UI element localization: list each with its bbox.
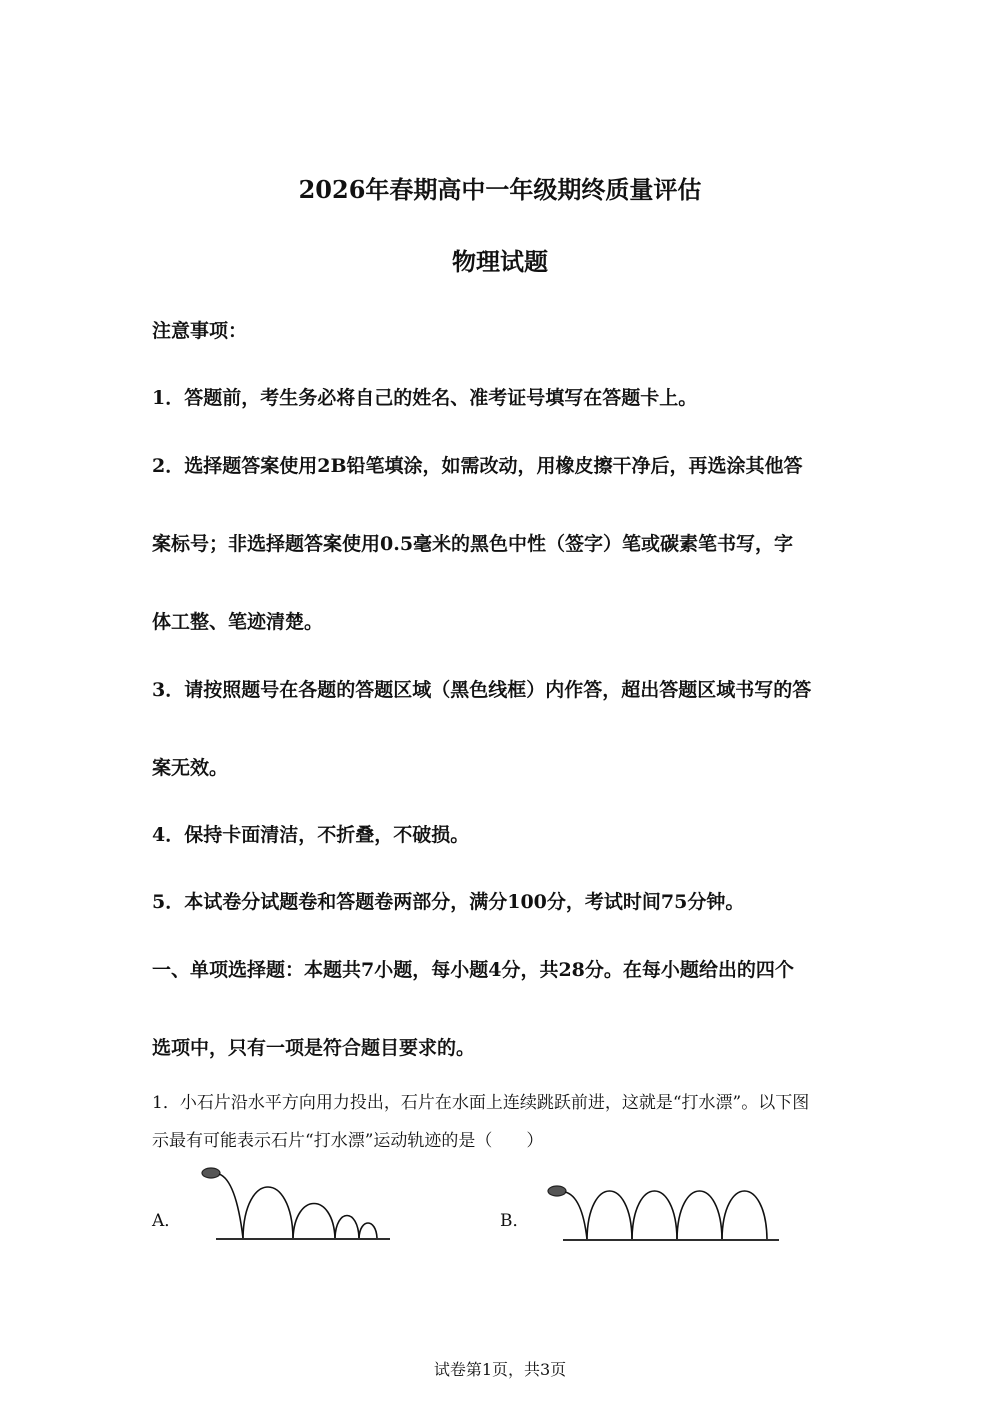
notice-line-7: 4．保持卡面清洁，不折叠，不破损。 (152, 824, 470, 846)
notice-line-1: 1．答题前，考生务必将自己的姓名、准考证号填写在答题卡上。 (152, 387, 698, 409)
exam-subject: 物理试题 (452, 247, 548, 276)
page-footer: 试卷第1页，共3页 (433, 1360, 567, 1379)
option-b-label: B． (500, 1211, 530, 1231)
notice-line-4: 体工整、笔迹清楚。 (152, 611, 324, 633)
section-heading-line-1: 一、单项选择题：本题共7小题，每小题4分，共28分。在每小题给出的四个 (152, 959, 794, 981)
notice-line-6: 案无效。 (152, 757, 229, 779)
notice-line-3: 案标号；非选择题答案使用0.5毫米的黑色中性（签字）笔或碳素笔书写，字 (152, 533, 794, 555)
notice-line-2: 2．选择题答案使用2B铅笔填涂，如需改动，用橡皮擦干净后，再选涂其他答 (152, 455, 803, 477)
exam-title: 2026年春期高中一年级期终质量评估 (298, 175, 702, 204)
section-heading-line-2: 选项中，只有一项是符合题目要求的。 (152, 1037, 476, 1059)
option-a-label: A． (152, 1211, 182, 1231)
question-1-line-1: 1．小石片沿水平方向用力投出，石片在水面上连续跳跃前进，这就是“打水漂”。以下图 (152, 1093, 810, 1113)
question-1-line-2: 示最有可能表示石片“打水漂”运动轨迹的是（ ） (152, 1131, 544, 1151)
notice-heading: 注意事项： (152, 320, 248, 342)
notice-line-5: 3．请按照题号在各题的答题区域（黑色线框）内作答，超出答题区域书写的答 (152, 679, 812, 701)
notice-line-8: 5．本试卷分试题卷和答题卷两部分，满分100分，考试时间75分钟。 (152, 891, 745, 913)
